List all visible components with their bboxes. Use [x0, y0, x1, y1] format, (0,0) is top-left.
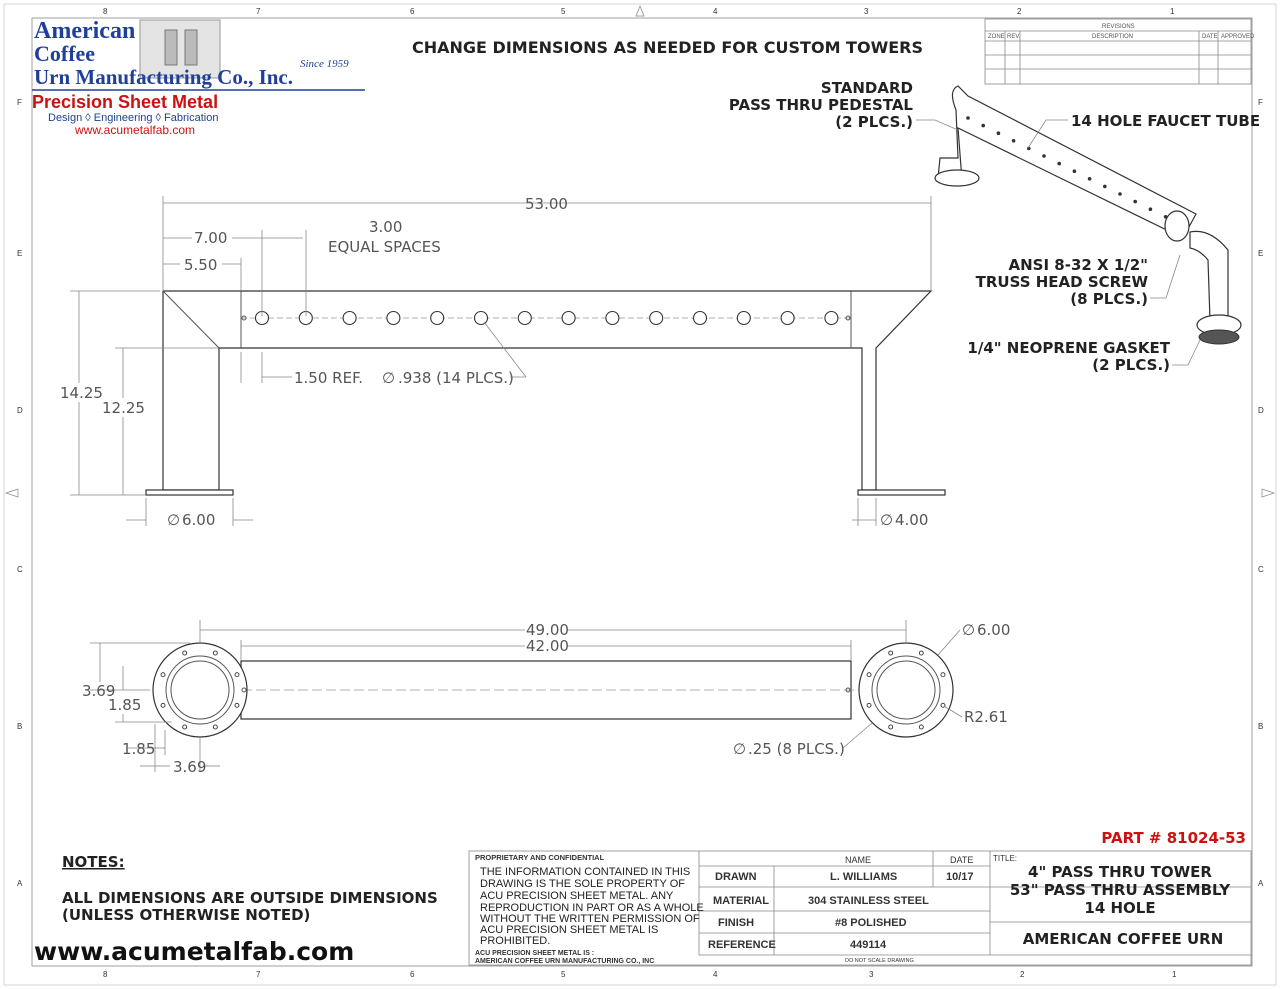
zone-bottom-1: 1 [1172, 970, 1177, 979]
zone-labels-bottom [103, 970, 1177, 979]
top-flange-right [859, 643, 953, 737]
dim-v-inner: 1.85 [108, 696, 142, 714]
dim-hole-dia-symbol: ∅ [382, 369, 396, 387]
iso-left-base [935, 170, 979, 186]
dim-base-right: 4.00 [895, 511, 929, 529]
logo-urn-tap-left [165, 30, 177, 65]
row-drawn-date: 10/17 [946, 871, 974, 883]
logo-since: Since 1959 [300, 58, 349, 70]
acu-line2: AMERICAN COFFEE URN MANUFACTURING CO., INC [475, 958, 655, 965]
proprietary-line-6: ACU PRECISION SHEET METAL IS [480, 924, 659, 936]
callout-pedestal-line3: (2 PLCS.) [835, 113, 913, 131]
zone-left-e: E [17, 249, 23, 258]
callout-screw-line3: (8 PLCS.) [1070, 290, 1148, 308]
callout-screw-line1: ANSI 8-32 X 1/2" [1008, 256, 1148, 274]
zone-top-6: 6 [410, 7, 415, 16]
faucet-hole [694, 312, 707, 325]
title-block [469, 851, 1251, 965]
zone-top-2: 2 [1017, 7, 1022, 16]
iso-faucet-hole [1073, 169, 1077, 173]
dim-hole-spacing: 3.00 [369, 218, 403, 236]
callout-pedestal-leader [916, 120, 958, 130]
dim-flange-dia: 6.00 [977, 621, 1011, 639]
title-line-3: 14 HOLE [1084, 899, 1156, 917]
dim-tube-start: 5.50 [184, 256, 218, 274]
dim-hole-dia: .938 (14 PLCS.) [398, 369, 514, 387]
bolt-hole [941, 673, 945, 677]
flange-dia-leader [938, 630, 960, 655]
notes-line1: ALL DIMENSIONS ARE OUTSIDE DIMENSIONS [62, 889, 438, 907]
callout-pedestal-line2: PASS THRU PEDESTAL [728, 96, 913, 114]
faucet-hole [562, 312, 575, 325]
notes-title: NOTES: [62, 853, 125, 871]
proprietary-line-5: WITHOUT THE WRITTEN PERMISSION OF [480, 913, 700, 925]
top-flange-left [153, 643, 247, 737]
iso-faucet-hole [981, 124, 985, 128]
center-mark-top [636, 6, 644, 16]
dim-height-inner: 12.25 [102, 399, 145, 417]
iso-faucet-hole [997, 131, 1001, 135]
zone-top-5: 5 [561, 7, 566, 16]
zone-top-7: 7 [256, 7, 261, 16]
row-reference-label: REFERENCE [708, 939, 776, 951]
logo-line1: American [34, 18, 136, 44]
iso-faucet-hole [1057, 162, 1061, 166]
bolt-hole-leader [843, 723, 872, 748]
dim-first-hole: 7.00 [194, 229, 228, 247]
revisions-col-date: DATE [1202, 34, 1218, 40]
row-drawn-label: DRAWN [715, 871, 757, 883]
iso-faucet-hole [1042, 154, 1046, 158]
bolt-hole [235, 673, 239, 677]
callout-screw-line2: TRUSS HEAD SCREW [975, 273, 1148, 291]
dim-bolt-hole-symbol: ∅ [733, 740, 747, 758]
col-date: DATE [950, 855, 974, 865]
dim-length-inner: 42.00 [526, 637, 569, 655]
revisions-table [985, 19, 1255, 84]
proprietary-line-3: ACU PRECISION SHEET METAL. ANY [480, 890, 674, 902]
top-view [153, 643, 953, 737]
zone-right-c: C [1258, 565, 1264, 574]
col-name: NAME [845, 855, 872, 865]
iso-left-pedestal-tube [938, 86, 1196, 238]
bolt-hole [183, 651, 187, 655]
iso-faucet-hole [1088, 177, 1092, 181]
dim-flange-dia-symbol: ∅ [962, 621, 976, 639]
logo-urn-tap-right [185, 30, 197, 65]
faucet-hole [387, 312, 400, 325]
zone-top-1: 1 [1170, 7, 1175, 16]
logo-tagline: Precision Sheet Metal [32, 92, 219, 112]
zone-left-c: C [17, 565, 23, 574]
callout-screw-leader [1150, 255, 1180, 298]
row-material-value: 304 STAINLESS STEEL [808, 895, 929, 907]
row-reference-value: 449114 [850, 939, 887, 951]
iso-faucet-hole [966, 116, 970, 120]
bolt-hole [867, 673, 871, 677]
iso-faucet-hole [1149, 207, 1153, 211]
revisions-title: REVISIONS [1102, 24, 1135, 30]
iso-faucet-hole [1012, 139, 1016, 143]
logo-line3: Urn Manufacturing Co., Inc. [34, 65, 294, 89]
front-view [146, 291, 945, 495]
revisions-col-rev: REV. [1007, 34, 1021, 40]
row-material-label: MATERIAL [713, 895, 770, 907]
dim-h-inner: 1.85 [122, 740, 156, 758]
iso-gasket [1199, 330, 1239, 344]
dim-overall-length: 53.00 [525, 195, 568, 213]
iso-faucet-hole [1103, 185, 1107, 189]
row-finish-value: #8 POLISHED [835, 917, 907, 929]
faucet-hole [781, 312, 794, 325]
callout-pedestal-line1: STANDARD [820, 79, 913, 97]
bolt-hole [941, 703, 945, 707]
do-not-scale: DO NOT SCALE DRAWING [845, 958, 914, 964]
dim-base-left: 6.00 [182, 511, 216, 529]
revisions-col-approved: APPROVED [1221, 34, 1255, 40]
zone-right-e: E [1258, 249, 1264, 258]
title-label: TITLE: [993, 854, 1018, 863]
logo-url[interactable]: www.acumetalfab.com [75, 123, 196, 137]
bolt-hole [919, 651, 923, 655]
dim-height-total: 14.25 [60, 384, 103, 402]
callout-gasket-leader [1172, 340, 1200, 365]
zone-bottom-5: 5 [561, 970, 566, 979]
faucet-hole [343, 312, 356, 325]
bolt-hole [161, 703, 165, 707]
faucet-hole [518, 312, 531, 325]
zone-bottom-2: 2 [1020, 970, 1025, 979]
callout-faucet-tube: 14 HOLE FAUCET TUBE [1071, 112, 1261, 130]
proprietary-line-1: THE INFORMATION CONTAINED IN THIS [480, 866, 691, 878]
acu-line: ACU PRECISION SHEET METAL IS : [475, 950, 595, 957]
company-logo [32, 18, 365, 137]
dim-radius: R2.61 [964, 708, 1008, 726]
faucet-hole [650, 312, 663, 325]
row-drawn-value: L. WILLIAMS [830, 871, 898, 883]
zone-right-d: D [1258, 406, 1264, 415]
front-tower-outline [163, 291, 931, 490]
zone-left-d: D [17, 406, 23, 415]
dim-equal-spaces: EQUAL SPACES [328, 238, 441, 256]
zone-top-8: 8 [103, 7, 108, 16]
dim-h-outer: 3.69 [173, 758, 207, 776]
dim-bolt-hole: .25 (8 PLCS.) [748, 740, 845, 758]
zone-bottom-7: 7 [256, 970, 261, 979]
logo-line2: Coffee [34, 41, 96, 66]
logo-services: Design ◊ Engineering ◊ Fabrication [48, 112, 219, 124]
zone-bottom-3: 3 [869, 970, 874, 979]
bolt-hole [213, 651, 217, 655]
callout-gasket-line1: 1/4" NEOPRENE GASKET [967, 339, 1170, 357]
faucet-hole [431, 312, 444, 325]
zone-left-a: A [17, 879, 23, 888]
iso-right-pedestal [1190, 231, 1228, 320]
dim-base-left-symbol: ∅ [167, 511, 181, 529]
zone-right-a: A [1258, 879, 1264, 888]
zone-bottom-4: 4 [713, 970, 718, 979]
dim-base-right-symbol: ∅ [880, 511, 894, 529]
revisions-col-zone: ZONE [988, 34, 1005, 40]
proprietary-line-4: REPRODUCTION IN PART OR AS A WHOLE [480, 902, 704, 914]
bolt-hole [919, 725, 923, 729]
company-name: AMERICAN COFFEE URN [1022, 930, 1224, 948]
proprietary-title: PROPRIETARY AND CONFIDENTIAL [475, 853, 605, 862]
bolt-hole [213, 725, 217, 729]
faucet-hole [475, 312, 488, 325]
iso-faucet-hole [1118, 192, 1122, 196]
zone-right-f: F [1258, 98, 1263, 107]
dim-v-outer: 3.69 [82, 682, 116, 700]
bolt-hole [889, 725, 893, 729]
zone-right-b: B [1258, 722, 1264, 731]
faucet-hole [606, 312, 619, 325]
iso-faucet-hole [1164, 215, 1168, 219]
bolt-hole [867, 703, 871, 707]
header-note: CHANGE DIMENSIONS AS NEEDED FOR CUSTOM TOWERS [412, 38, 923, 57]
zone-bottom-6: 6 [410, 970, 415, 979]
faucet-hole [825, 312, 838, 325]
bolt-hole [235, 703, 239, 707]
center-mark-left [6, 489, 18, 497]
proprietary-line-7: PROHIBITED. [480, 935, 551, 947]
row-finish-label: FINISH [718, 917, 755, 929]
zone-top-4: 4 [713, 7, 718, 16]
notes-line2: (UNLESS OTHERWISE NOTED) [62, 906, 311, 924]
dim-length-outer: 49.00 [526, 621, 569, 639]
bolt-hole [161, 673, 165, 677]
dim-ref: 1.50 REF. [294, 369, 364, 387]
part-number: PART # 81024-53 [1101, 829, 1246, 847]
faucet-hole [737, 312, 750, 325]
proprietary-line-2: DRAWING IS THE SOLE PROPERTY OF [480, 878, 685, 890]
iso-faucet-hole [1133, 200, 1137, 204]
zone-left-b: B [17, 722, 23, 731]
revisions-col-description: DESCRIPTION [1092, 34, 1134, 40]
front-base-right [858, 490, 945, 495]
front-base-left [146, 490, 233, 495]
iso-tube-end [1165, 211, 1189, 241]
footer-url[interactable]: www.acumetalfab.com [34, 937, 355, 966]
center-mark-right [1262, 489, 1274, 497]
zone-top-3: 3 [864, 7, 869, 16]
zone-bottom-8: 8 [103, 970, 108, 979]
title-line-1: 4" PASS THRU TOWER [1028, 863, 1212, 881]
title-line-2: 53" PASS THRU ASSEMBLY [1009, 881, 1231, 899]
zone-left-f: F [17, 98, 22, 107]
bolt-hole [183, 725, 187, 729]
bolt-hole [889, 651, 893, 655]
callout-gasket-line2: (2 PLCS.) [1092, 356, 1170, 374]
